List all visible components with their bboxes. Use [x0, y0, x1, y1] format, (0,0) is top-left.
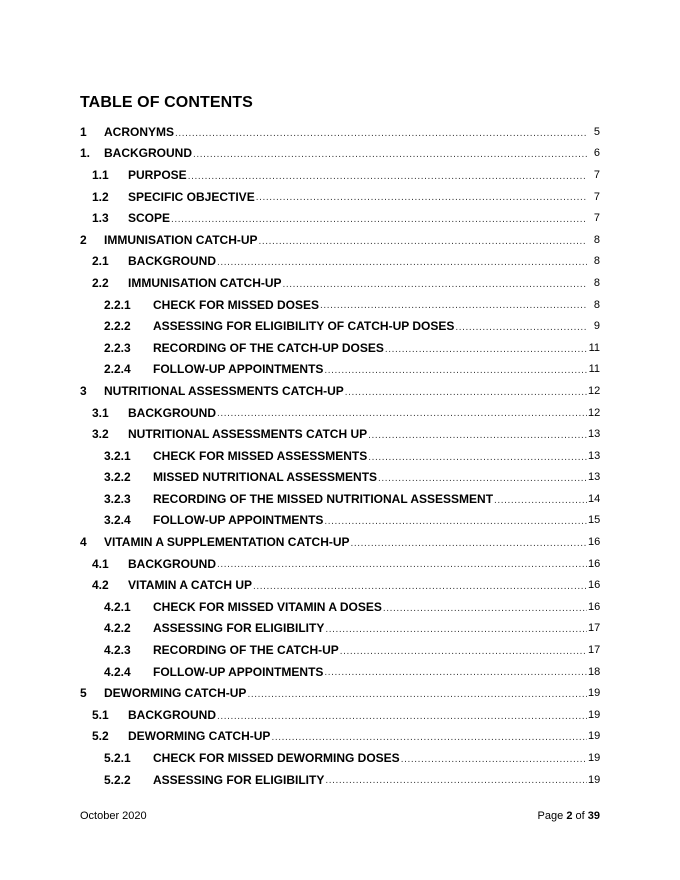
toc-dot-leader	[324, 517, 587, 531]
toc-entry[interactable]	[80, 596, 600, 618]
toc-entry-number: 3.2	[92, 427, 109, 442]
toc-dot-leader	[324, 366, 587, 380]
toc-entry-number: 4.1	[92, 556, 109, 571]
toc-entry-title[interactable]: ASSESSING FOR ELIGIBILITY	[153, 621, 325, 636]
toc-entry-number: 3.2.1	[104, 448, 131, 463]
footer-page-of: of	[575, 810, 585, 822]
toc-entry[interactable]	[80, 272, 600, 294]
toc-entry[interactable]	[80, 164, 600, 186]
toc-entry-page[interactable]: 8	[593, 255, 600, 268]
footer-page-prefix: Page	[537, 810, 564, 822]
toc-entry[interactable]	[80, 315, 600, 337]
toc-entry-number: 2.2	[92, 275, 109, 290]
toc-dot-leader	[351, 539, 587, 553]
toc-entry-number: 4.2	[92, 578, 109, 593]
toc-dot-leader	[259, 237, 587, 251]
toc-entry-number: 3	[80, 383, 87, 398]
toc-entry-page[interactable]: 19	[588, 752, 601, 765]
toc-dot-leader	[188, 172, 587, 186]
toc-entry-page[interactable]: 9	[593, 320, 600, 333]
toc-entry-title[interactable]: ASSESSING FOR ELIGIBILITY	[153, 772, 325, 787]
toc-entry-page[interactable]: 11	[588, 341, 600, 354]
toc-entry-number: 2.2.4	[104, 362, 131, 377]
toc-entry[interactable]	[80, 251, 600, 273]
toc-entry[interactable]	[80, 359, 600, 381]
toc-entry-title[interactable]: DEWORMING CATCH-UP	[104, 686, 247, 701]
toc-entry[interactable]	[80, 143, 600, 165]
toc-entry-page[interactable]: 16	[588, 557, 601, 570]
toc-dot-leader	[383, 604, 587, 618]
toc-entry-page[interactable]: 7	[593, 212, 600, 225]
toc-entry-title[interactable]: VITAMIN A CATCH UP	[128, 578, 252, 593]
toc-entry-title[interactable]: FOLLOW-UP APPOINTMENTS	[153, 362, 324, 377]
toc-dot-leader	[256, 193, 587, 207]
toc-entry-title[interactable]: MISSED NUTRITIONAL ASSESSMENTS	[153, 470, 378, 485]
toc-entry-number: 3.2.4	[104, 513, 131, 528]
toc-dot-leader	[324, 668, 587, 682]
toc-entry[interactable]	[80, 467, 600, 489]
toc-entry-number: 2.1	[92, 254, 109, 269]
toc-entry-title[interactable]: RECORDING OF THE CATCH-UP	[153, 643, 339, 658]
toc-entry[interactable]	[80, 207, 600, 229]
toc-entry-number: 3.2.2	[104, 470, 131, 485]
toc-entry-title[interactable]: ASSESSING FOR ELIGIBILITY OF CATCH-UP DOSES	[153, 319, 455, 334]
toc-entry-title[interactable]: CHECK FOR MISSED DEWORMING DOSES	[153, 751, 400, 766]
toc-entry-number: 2	[80, 232, 87, 247]
toc-dot-leader	[401, 755, 587, 769]
toc-entry-page[interactable]: 12	[588, 384, 601, 397]
toc-entry-page[interactable]: 19	[588, 730, 601, 743]
toc-entry-title[interactable]: FOLLOW-UP APPOINTMENTS	[153, 513, 324, 528]
toc-dot-leader	[283, 280, 587, 294]
toc-entry-page[interactable]: 13	[588, 428, 601, 441]
toc-entry-page[interactable]: 18	[588, 665, 601, 678]
toc-entry[interactable]	[80, 402, 600, 424]
toc-entry-page[interactable]: 8	[593, 298, 600, 311]
toc-entry-title[interactable]: CHECK FOR MISSED VITAMIN A DOSES	[153, 599, 382, 614]
toc-entry[interactable]	[80, 445, 600, 467]
toc-entry-page[interactable]: 17	[588, 622, 601, 635]
toc-entry[interactable]	[80, 747, 600, 769]
toc-entry-page[interactable]: 17	[588, 644, 601, 657]
toc-entry-number: 1.1	[92, 167, 109, 182]
toc-entry-number: 3.2.3	[104, 491, 131, 506]
toc-entry-title[interactable]: CHECK FOR MISSED DOSES	[153, 297, 320, 312]
toc-dot-leader	[193, 150, 587, 164]
toc-entry[interactable]	[80, 639, 600, 661]
toc-dot-leader	[253, 582, 587, 596]
toc-entry-number: 4	[80, 535, 87, 550]
toc-entry[interactable]	[80, 574, 600, 596]
toc-entry[interactable]	[80, 769, 600, 791]
toc-entry-number: 5.2.1	[104, 751, 131, 766]
footer-page-current: 2	[566, 810, 573, 822]
toc-entry[interactable]	[80, 661, 600, 683]
toc-entry-page[interactable]: 14	[588, 492, 601, 505]
toc-entry-number: 1.2	[92, 189, 109, 204]
toc-entry[interactable]	[80, 380, 600, 402]
toc-dot-leader	[340, 647, 587, 661]
toc-dot-leader	[368, 431, 587, 445]
toc-dot-leader	[325, 625, 587, 639]
toc-entry[interactable]	[80, 553, 600, 575]
toc-entry-page[interactable]: 8	[593, 233, 600, 246]
toc-entry-number: 4.2.2	[104, 621, 131, 636]
toc-entry-title[interactable]: SPECIFIC OBJECTIVE	[128, 189, 255, 204]
toc-dot-leader	[271, 733, 587, 747]
toc-entry[interactable]	[80, 423, 600, 445]
toc-entry-page[interactable]: 16	[588, 579, 601, 592]
toc-entry-number: 4.2.4	[104, 664, 131, 679]
toc-entry-page[interactable]: 8	[593, 276, 600, 289]
toc-dot-leader	[217, 560, 587, 574]
toc-entry-title[interactable]: BACKGROUND	[128, 254, 216, 269]
toc-entry-title[interactable]: CHECK FOR MISSED ASSESSMENTS	[153, 448, 368, 463]
toc-entry-number: 5.2	[92, 729, 109, 744]
toc-entry-title[interactable]: DEWORMING CATCH-UP	[128, 729, 271, 744]
toc-entry[interactable]	[80, 510, 600, 532]
toc-dot-leader	[175, 129, 587, 143]
toc-entry[interactable]	[80, 682, 600, 704]
toc-entry[interactable]	[80, 488, 600, 510]
toc-entry-page[interactable]: 19	[588, 773, 601, 786]
toc-dot-leader	[494, 496, 587, 510]
toc-entry-page[interactable]: 12	[588, 406, 601, 419]
toc-entry-title[interactable]: IMMUNISATION CATCH-UP	[104, 232, 258, 247]
toc-entry-title[interactable]: VITAMIN A SUPPLEMENTATION CATCH-UP	[104, 535, 350, 550]
toc-entry[interactable]	[80, 531, 600, 553]
toc-entry-page[interactable]: 13	[588, 449, 601, 462]
toc-entry[interactable]	[80, 337, 600, 359]
toc-entry-title[interactable]: RECORDING OF THE CATCH-UP DOSES	[153, 340, 384, 355]
toc-entry-number: 2.2.1	[104, 297, 131, 312]
toc-entry[interactable]	[80, 726, 600, 748]
toc-dot-leader	[378, 474, 587, 488]
toc-entry-title[interactable]: BACKGROUND	[128, 405, 216, 420]
toc-entry[interactable]	[80, 186, 600, 208]
toc-dot-leader	[247, 690, 587, 704]
toc-entry-title[interactable]: FOLLOW-UP APPOINTMENTS	[153, 664, 324, 679]
toc-list	[80, 121, 600, 790]
toc-entry-number: 2.2.2	[104, 319, 131, 334]
toc-dot-leader	[368, 453, 587, 467]
toc-entry-page[interactable]: 19	[588, 708, 601, 721]
toc-entry-page[interactable]: 15	[588, 514, 601, 527]
toc-entry[interactable]	[80, 294, 600, 316]
toc-entry-number: 5	[80, 686, 87, 701]
toc-dot-leader	[385, 345, 587, 359]
toc-dot-leader	[325, 776, 587, 790]
toc-dot-leader	[171, 215, 587, 229]
toc-entry-title[interactable]: BACKGROUND	[128, 556, 216, 571]
toc-entry-number: 4.2.3	[104, 643, 131, 658]
toc-entry-title[interactable]: NUTRITIONAL ASSESSMENTS CATCH UP	[128, 427, 368, 442]
toc-dot-leader	[455, 323, 587, 337]
toc-entry-page[interactable]: 7	[593, 168, 600, 181]
toc-entry-title[interactable]: BACKGROUND	[104, 146, 192, 161]
toc-entry[interactable]	[80, 229, 600, 251]
toc-entry-number: 2.2.3	[104, 340, 131, 355]
toc-dot-leader	[217, 409, 587, 423]
toc-entry-page[interactable]: 16	[588, 600, 601, 613]
toc-entry-title[interactable]: PURPOSE	[128, 167, 187, 182]
toc-entry-title[interactable]: ACRONYMS	[104, 124, 175, 139]
toc-entry-page[interactable]: 5	[593, 125, 600, 138]
toc-entry-number: 1.3	[92, 211, 109, 226]
toc-entry-number: 5.2.2	[104, 772, 131, 787]
toc-entry-page[interactable]: 13	[588, 471, 601, 484]
toc-entry-title[interactable]: RECORDING OF THE MISSED NUTRITIONAL ASSESSMENT	[153, 491, 494, 506]
toc-dot-leader	[345, 388, 587, 402]
toc-entry[interactable]	[80, 704, 600, 726]
footer-date: October 2020	[80, 810, 147, 822]
toc-entry-title[interactable]: NUTRITIONAL ASSESSMENTS CATCH-UP	[104, 383, 344, 398]
toc-entry[interactable]	[80, 618, 600, 640]
toc-entry-page[interactable]: 6	[593, 147, 600, 160]
toc-entry-title[interactable]: IMMUNISATION CATCH-UP	[128, 275, 282, 290]
toc-entry-page[interactable]: 19	[588, 687, 601, 700]
toc-title: TABLE OF CONTENTS	[80, 94, 253, 111]
toc-entry-number: 1.	[80, 146, 91, 161]
toc-dot-leader	[320, 301, 587, 315]
toc-entry-page[interactable]: 11	[588, 363, 600, 376]
toc-entry[interactable]	[80, 121, 600, 143]
toc-entry-number: 5.1	[92, 707, 109, 722]
toc-entry-page[interactable]: 16	[588, 536, 601, 549]
toc-dot-leader	[217, 712, 587, 726]
toc-entry-title[interactable]: SCOPE	[128, 211, 171, 226]
toc-entry-number: 1	[80, 124, 87, 139]
footer-page-total: 39	[587, 810, 600, 822]
toc-dot-leader	[217, 258, 587, 272]
toc-entry-number: 4.2.1	[104, 599, 131, 614]
toc-entry-number: 3.1	[92, 405, 109, 420]
toc-entry-page[interactable]: 7	[593, 190, 600, 203]
toc-entry-title[interactable]: BACKGROUND	[128, 707, 216, 722]
footer-page-number	[538, 810, 600, 822]
